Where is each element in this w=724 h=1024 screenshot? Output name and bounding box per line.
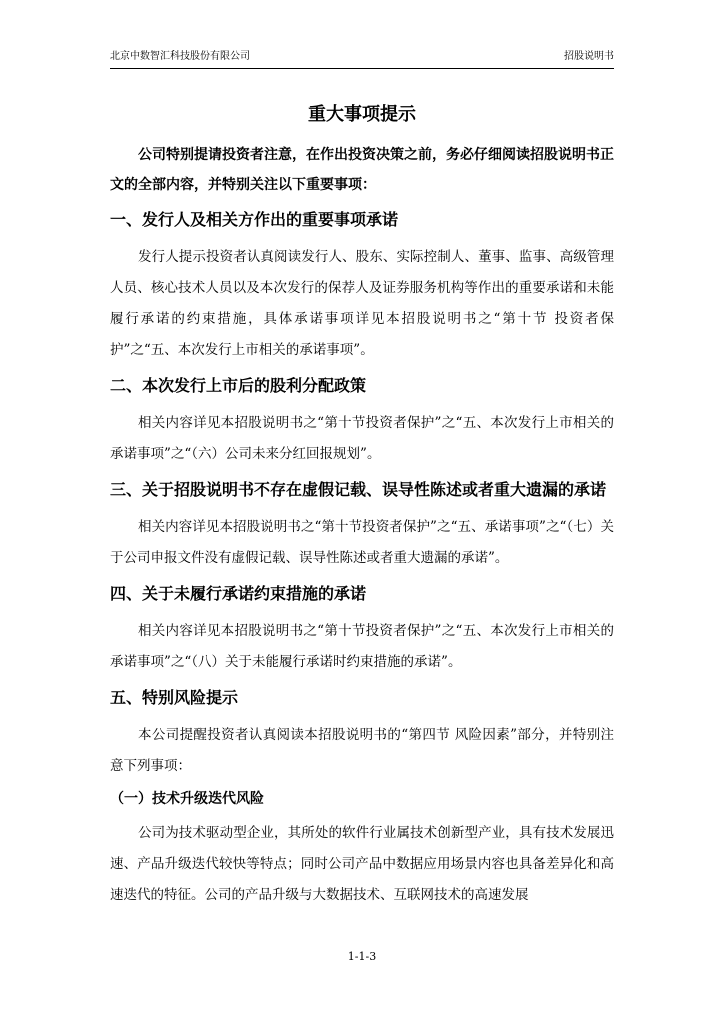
lead-paragraph: 公司特别提请投资者注意，在作出投资决策之前，务必仔细阅读招股说明书正文的全部内容，并特别关注以下重要事项： (110, 147, 614, 193)
section-heading-5: 五、特别风险提示 (110, 688, 239, 707)
section-heading-4: 四、关于未履行承诺约束措施的承诺 (110, 584, 367, 603)
section-heading-3: 三、关于招股说明书不存在虚假记载、误导性陈述或者重大遗漏的承诺 (110, 480, 607, 499)
page-title: 重大事项提示 (308, 104, 416, 125)
section-heading-2: 二、本次发行上市后的股利分配政策 (110, 376, 367, 395)
section-heading-1: 一、发行人及相关方作出的重要事项承诺 (110, 210, 399, 229)
section-paragraph-2: 相关内容详见本招股说明书之“第十节投资者保护”之“五、本次发行上市相关的承诺事项”之“（六）公司未来分红回报规划”。 (110, 415, 614, 462)
page-header (110, 50, 614, 69)
header-document-type: 招股说明书 (564, 51, 614, 62)
subsection-heading: （一）技术升级迭代风险 (110, 791, 264, 807)
section-paragraph-3: 相关内容详见本招股说明书之“第十节投资者保护”之“五、承诺事项”之“（七）关于公司申报文件没有虚假记载、误导性陈述或者重大遗漏的承诺”。 (110, 519, 614, 566)
subsection-paragraph: 公司为技术驱动型企业，其所处的软件行业属技术创新型产业，具有技术发展迅速、产品升级迭代较快等特点；同时公司产品中数据应用场景内容也具备差异化和高速迭代的特征。公司的产品升级与大数据技术、互联网技术的高速发展 (110, 825, 614, 903)
section-paragraph-5: 本公司提醒投资者认真阅读本招股说明书的“第四节 风险因素”部分，并特别注意下列事项： (110, 727, 614, 774)
page-number: 1-1-3 (347, 950, 377, 963)
section-paragraph-1: 发行人提示投资者认真阅读发行人、股东、实际控制人、董事、监事、高级管理人员、核心技术人员以及本次发行的保荐人及证券服务机构等作出的重要承诺和未能履行承诺的约束措施，具体承诺事项详见本招股说明书之“第十节 投资者保护”之“五、本次发行上市相关的承诺事项”。 (110, 249, 614, 358)
header-company-name: 北京中数智汇科技股份有限公司 (110, 51, 250, 62)
section-paragraph-4: 相关内容详见本招股说明书之“第十节投资者保护”之“五、本次发行上市相关的承诺事项”之“（八）关于未能履行承诺时约束措施的承诺”。 (110, 623, 614, 670)
document-body (110, 90, 614, 915)
